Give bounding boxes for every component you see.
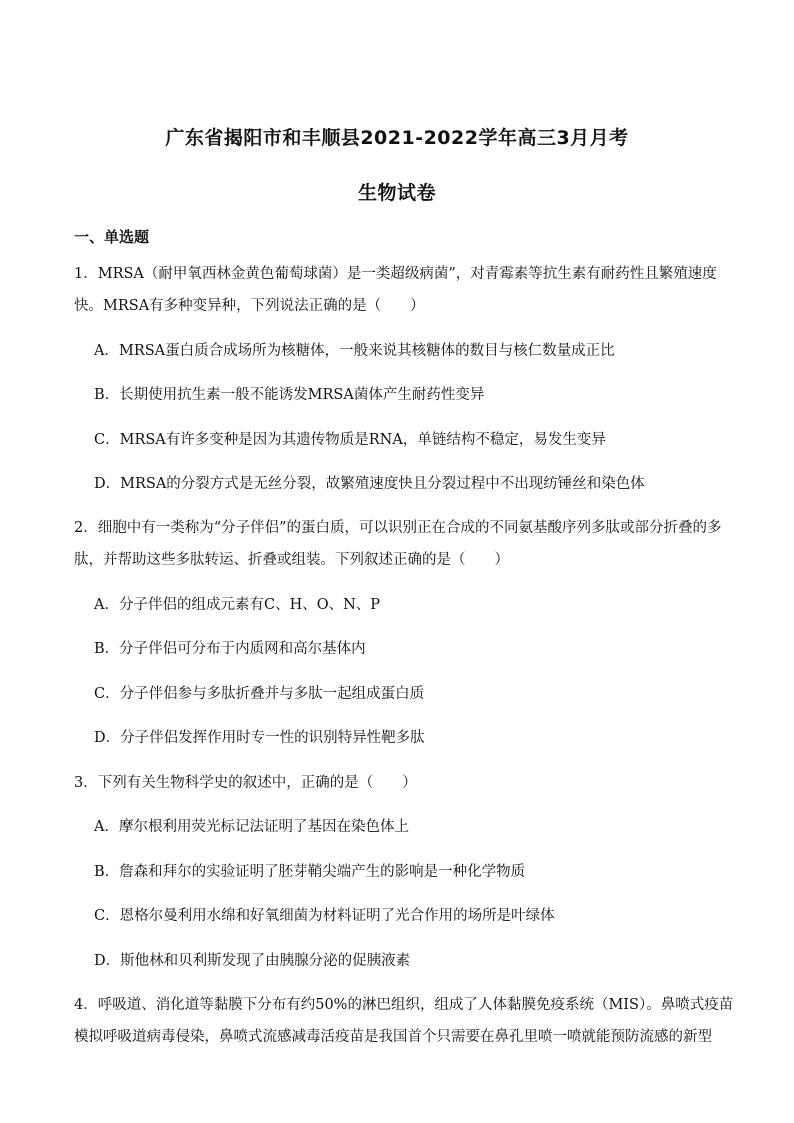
question-3-option-d: D．斯他林和贝利斯发现了由胰腺分泌的促胰液素 [94,953,411,969]
question-1-option-c: C．MRSA有许多变种是因为其遗传物质是RNA，单链结构不稳定，易发生变异 [94,432,606,448]
exam-title: 广东省揭阳市和丰顺县2021-2022学年高三3月月考 [165,127,629,149]
question-2-option-b: B．分子伴侣可分布于内质网和高尔基体内 [94,641,366,657]
question-1-line-2: 快。MRSA有多种变异种，下列说法正确的是（ ） [74,298,425,314]
question-2-option-a: A．分子伴侣的组成元素有C、H、O、N、P [94,597,381,613]
question-4-line-2: 模拟呼吸道病毒侵染，鼻喷式流感减毒活疫苗是我国首个只需要在鼻孔里喷一喷就能预防流感的新型 [74,1029,712,1045]
question-3-option-a: A．摩尔根利用荧光标记法证明了基因在染色体上 [94,819,409,835]
question-1-option-d: D．MRSA的分裂方式是无丝分裂，故繁殖速度快且分裂过程中不出现纺锤丝和染色体 [94,476,645,492]
exam-subtitle: 生物试卷 [357,182,436,204]
question-2-line-2: 肽，并帮助这些多肽转运、折叠或组装。下列叙述正确的是（ ） [74,552,509,568]
question-2-option-d: D．分子伴侣发挥作用时专一性的识别特异性靶多肽 [94,730,425,746]
question-3-line-1: 3．下列有关生物科学史的叙述中，正确的是（ ） [74,775,417,791]
question-3-option-c: C．恩格尔曼利用水绵和好氧细菌为材料证明了光合作用的场所是叶绿体 [94,908,555,924]
section-heading: 一、单选题 [74,228,150,246]
question-1-option-a: A．MRSA蛋白质合成场所为核糖体，一般来说其核糖体的数目与核仁数量成正比 [94,343,615,359]
question-2-option-c: C．分子伴侣参与多肽折叠并与多肽一起组成蛋白质 [94,686,425,702]
question-4-line-1: 4．呼吸道、消化道等黏膜下分布有约50%的淋巴组织，组成了人体黏膜免疫系统（MIS）。鼻喷式疫苗 [74,997,734,1013]
question-3-option-b: B．詹森和拜尔的实验证明了胚芽鞘尖端产生的影响是一种化学物质 [94,864,526,880]
question-1-option-b: B．长期使用抗生素一般不能诱发MRSA菌体产生耐药性变异 [94,387,485,403]
question-2-line-1: 2．细胞中有一类称为“分子伴侣”的蛋白质，可以识别正在合成的不同氨基酸序列多肽或部分折叠的多 [74,520,722,536]
question-1-line-1: 1．MRSA（耐甲氧西林金黄色葡萄球菌）是一类超级病菌”，对青霉素等抗生素有耐药性且繁殖速度 [74,266,717,282]
